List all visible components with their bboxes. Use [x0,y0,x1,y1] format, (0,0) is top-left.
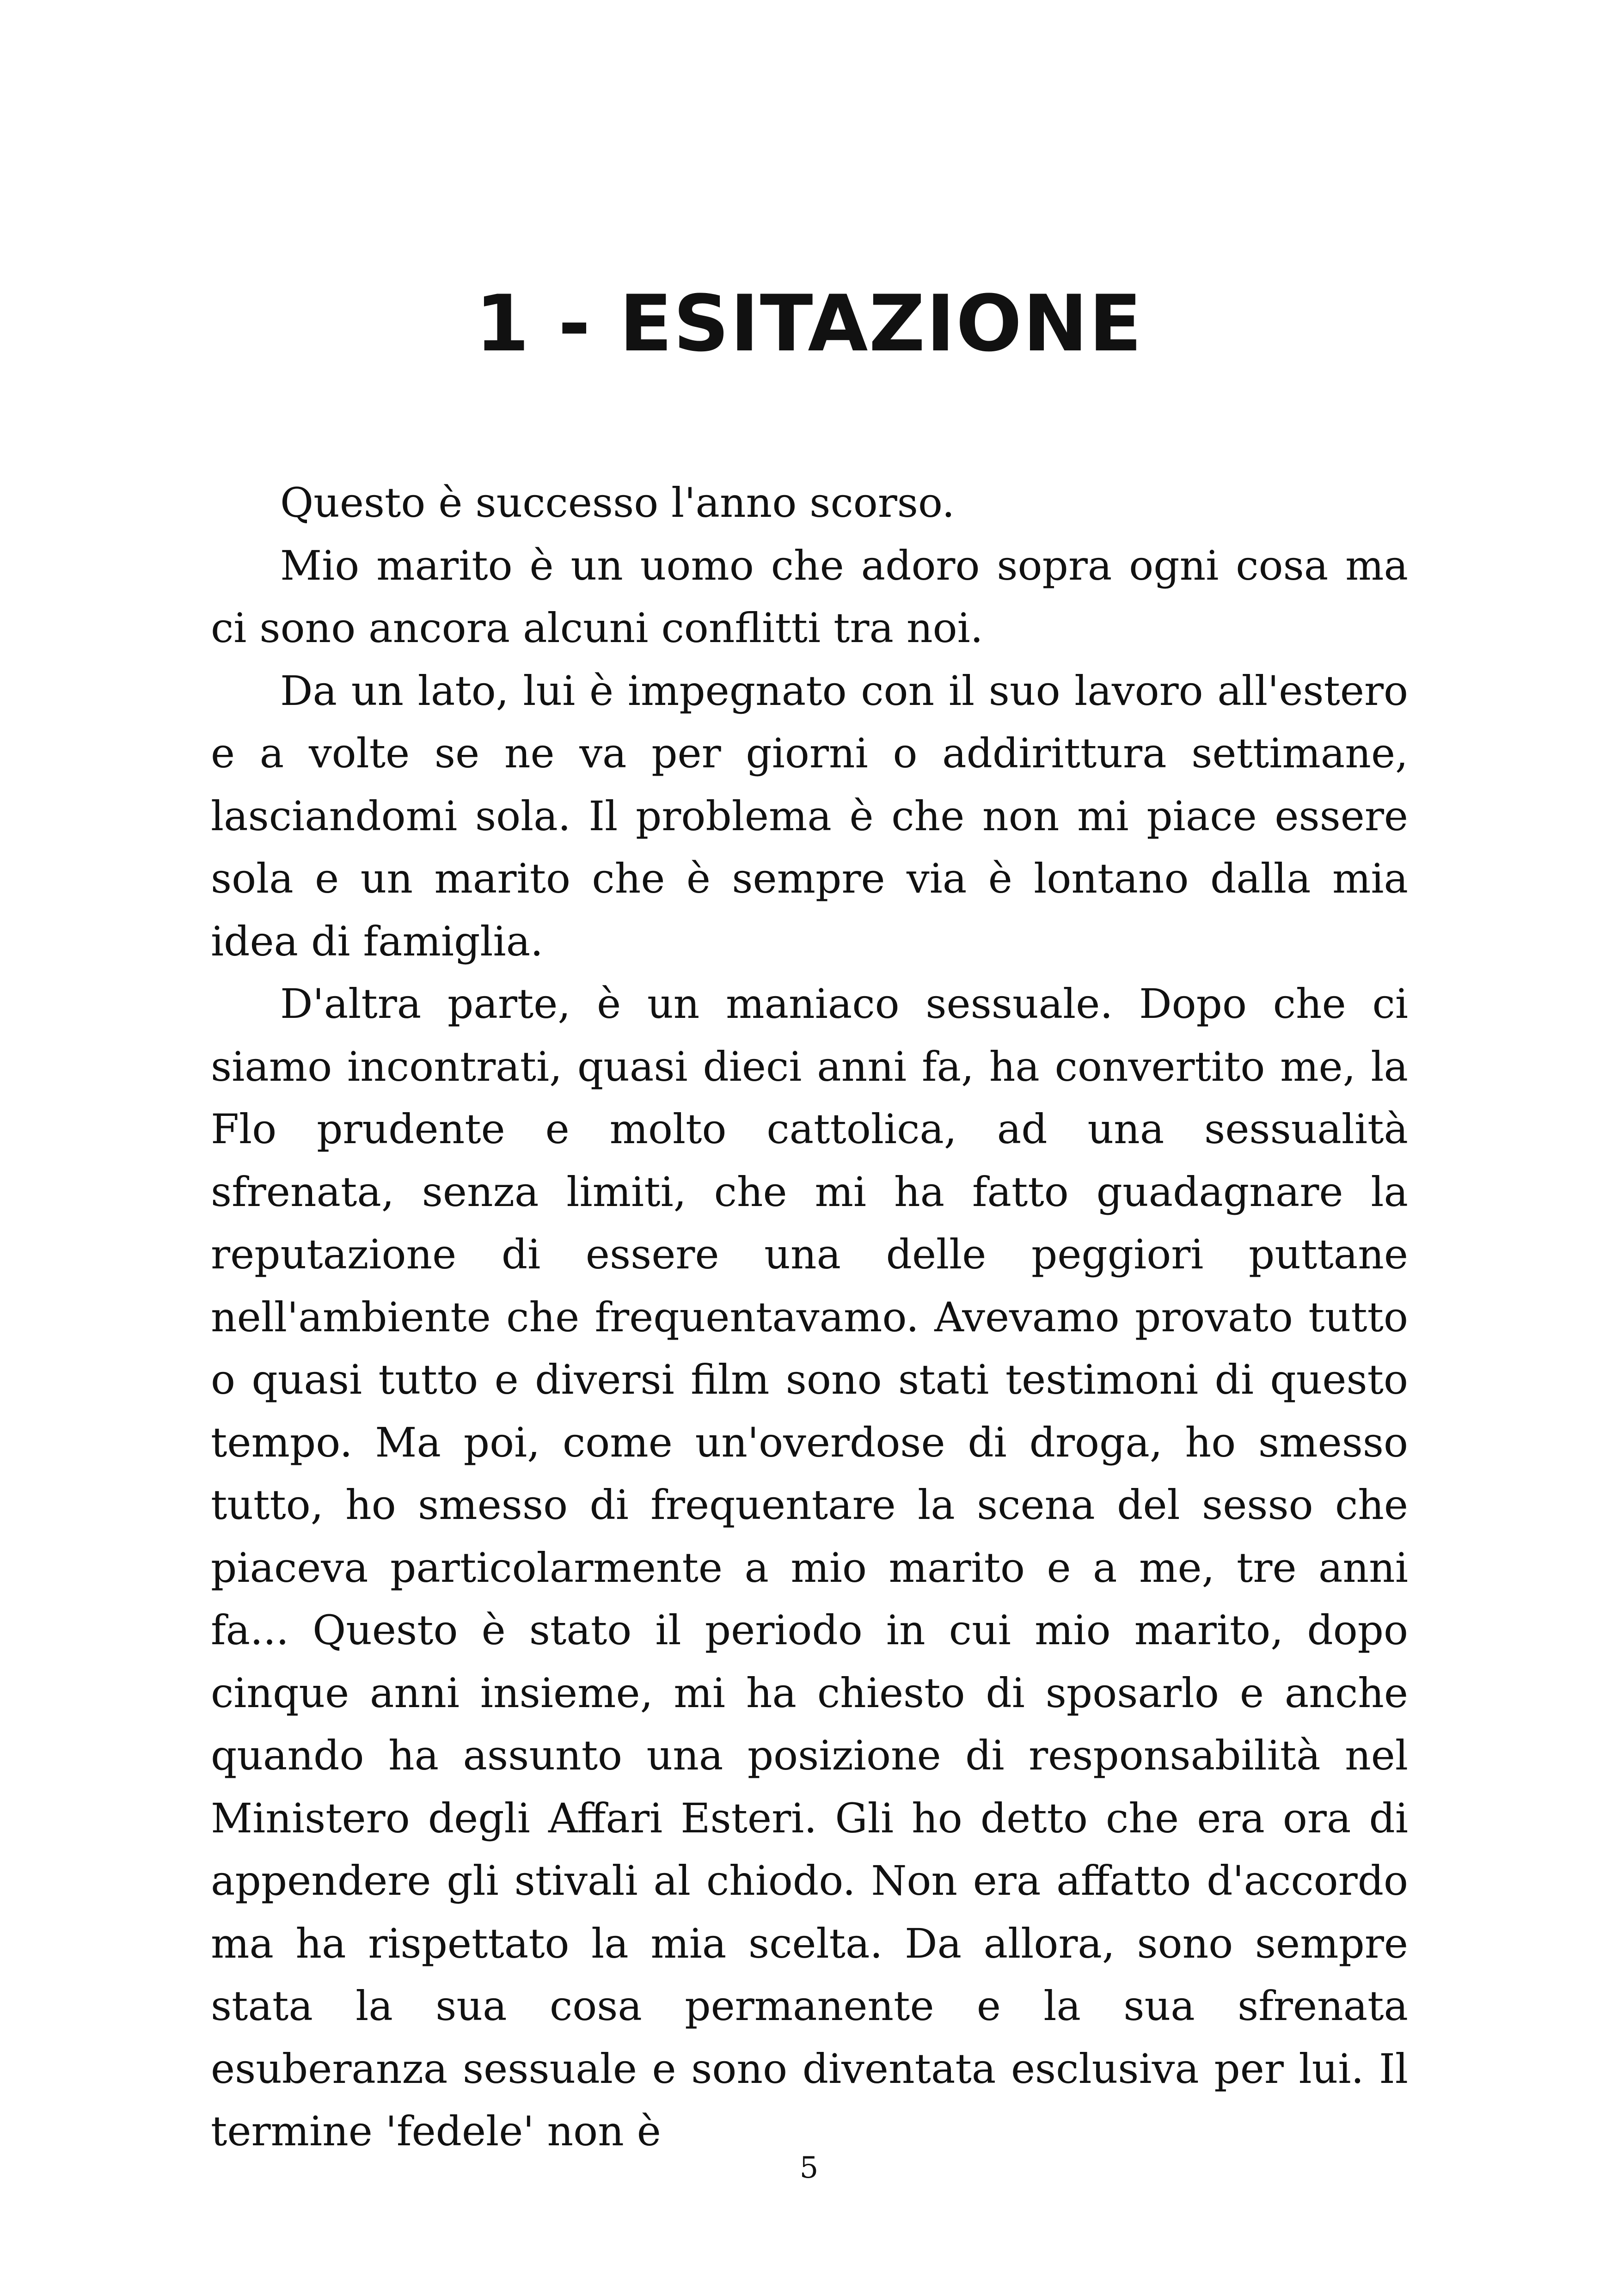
paragraph: D'altra parte, è un maniaco sessuale. Dopo che ci siamo incontrati, quasi dieci anni fa, ha convertito me, la Flo prudente e molto cattolica, ad una sessualità sfrenata, senza limiti, che mi ha fatto guadagnare la reputazione di essere una delle peggiori puttane nell'ambiente che frequentavamo. Avevamo provato tutto o quasi tutto e diversi film sono stati testimoni di questo tempo. Ma poi, come un'overdose di droga, ho smesso tutto, ho smesso di frequentare la scena del sesso che piaceva particolarmente a mio marito e a me, tre anni fa... Questo è stato il periodo in cui mio marito, dopo cinque anni insieme, mi ha chiesto di sposarlo e anche quando ha assunto una posizione di responsabilità nel Ministero degli Affari Esteri. Gli ho detto che era ora di appendere gli stivali al chiodo. Non era affatto d'accordo ma ha rispettato la mia scelta. Da allora, sono sempre stata la sua cosa permanente e la sua sfrenata esuberanza sessuale e sono diventata esclusiva per lui. Il termine 'fedele' non è [211,980,1408,2155]
paragraph: Questo è successo l'anno scorso. [280,479,955,527]
page-number: 5 [799,2151,819,2185]
paragraph: Da un lato, lui è impegnato con il suo lavoro all'estero e a volte se ne va per giorni o addirittura settimane, lasciandomi sola. Il problema è che non mi piace essere sola e un marito che è sempre via è lontano dalla mia idea di famiglia. [211,667,1408,965]
chapter-body [211,471,1408,2163]
chapter-title: 1 - ESITAZIONE [475,278,1143,369]
paragraph: Mio marito è un uomo che adoro sopra ogni cosa ma ci sono ancora alcuni conflitti tra noi. [211,541,1408,652]
